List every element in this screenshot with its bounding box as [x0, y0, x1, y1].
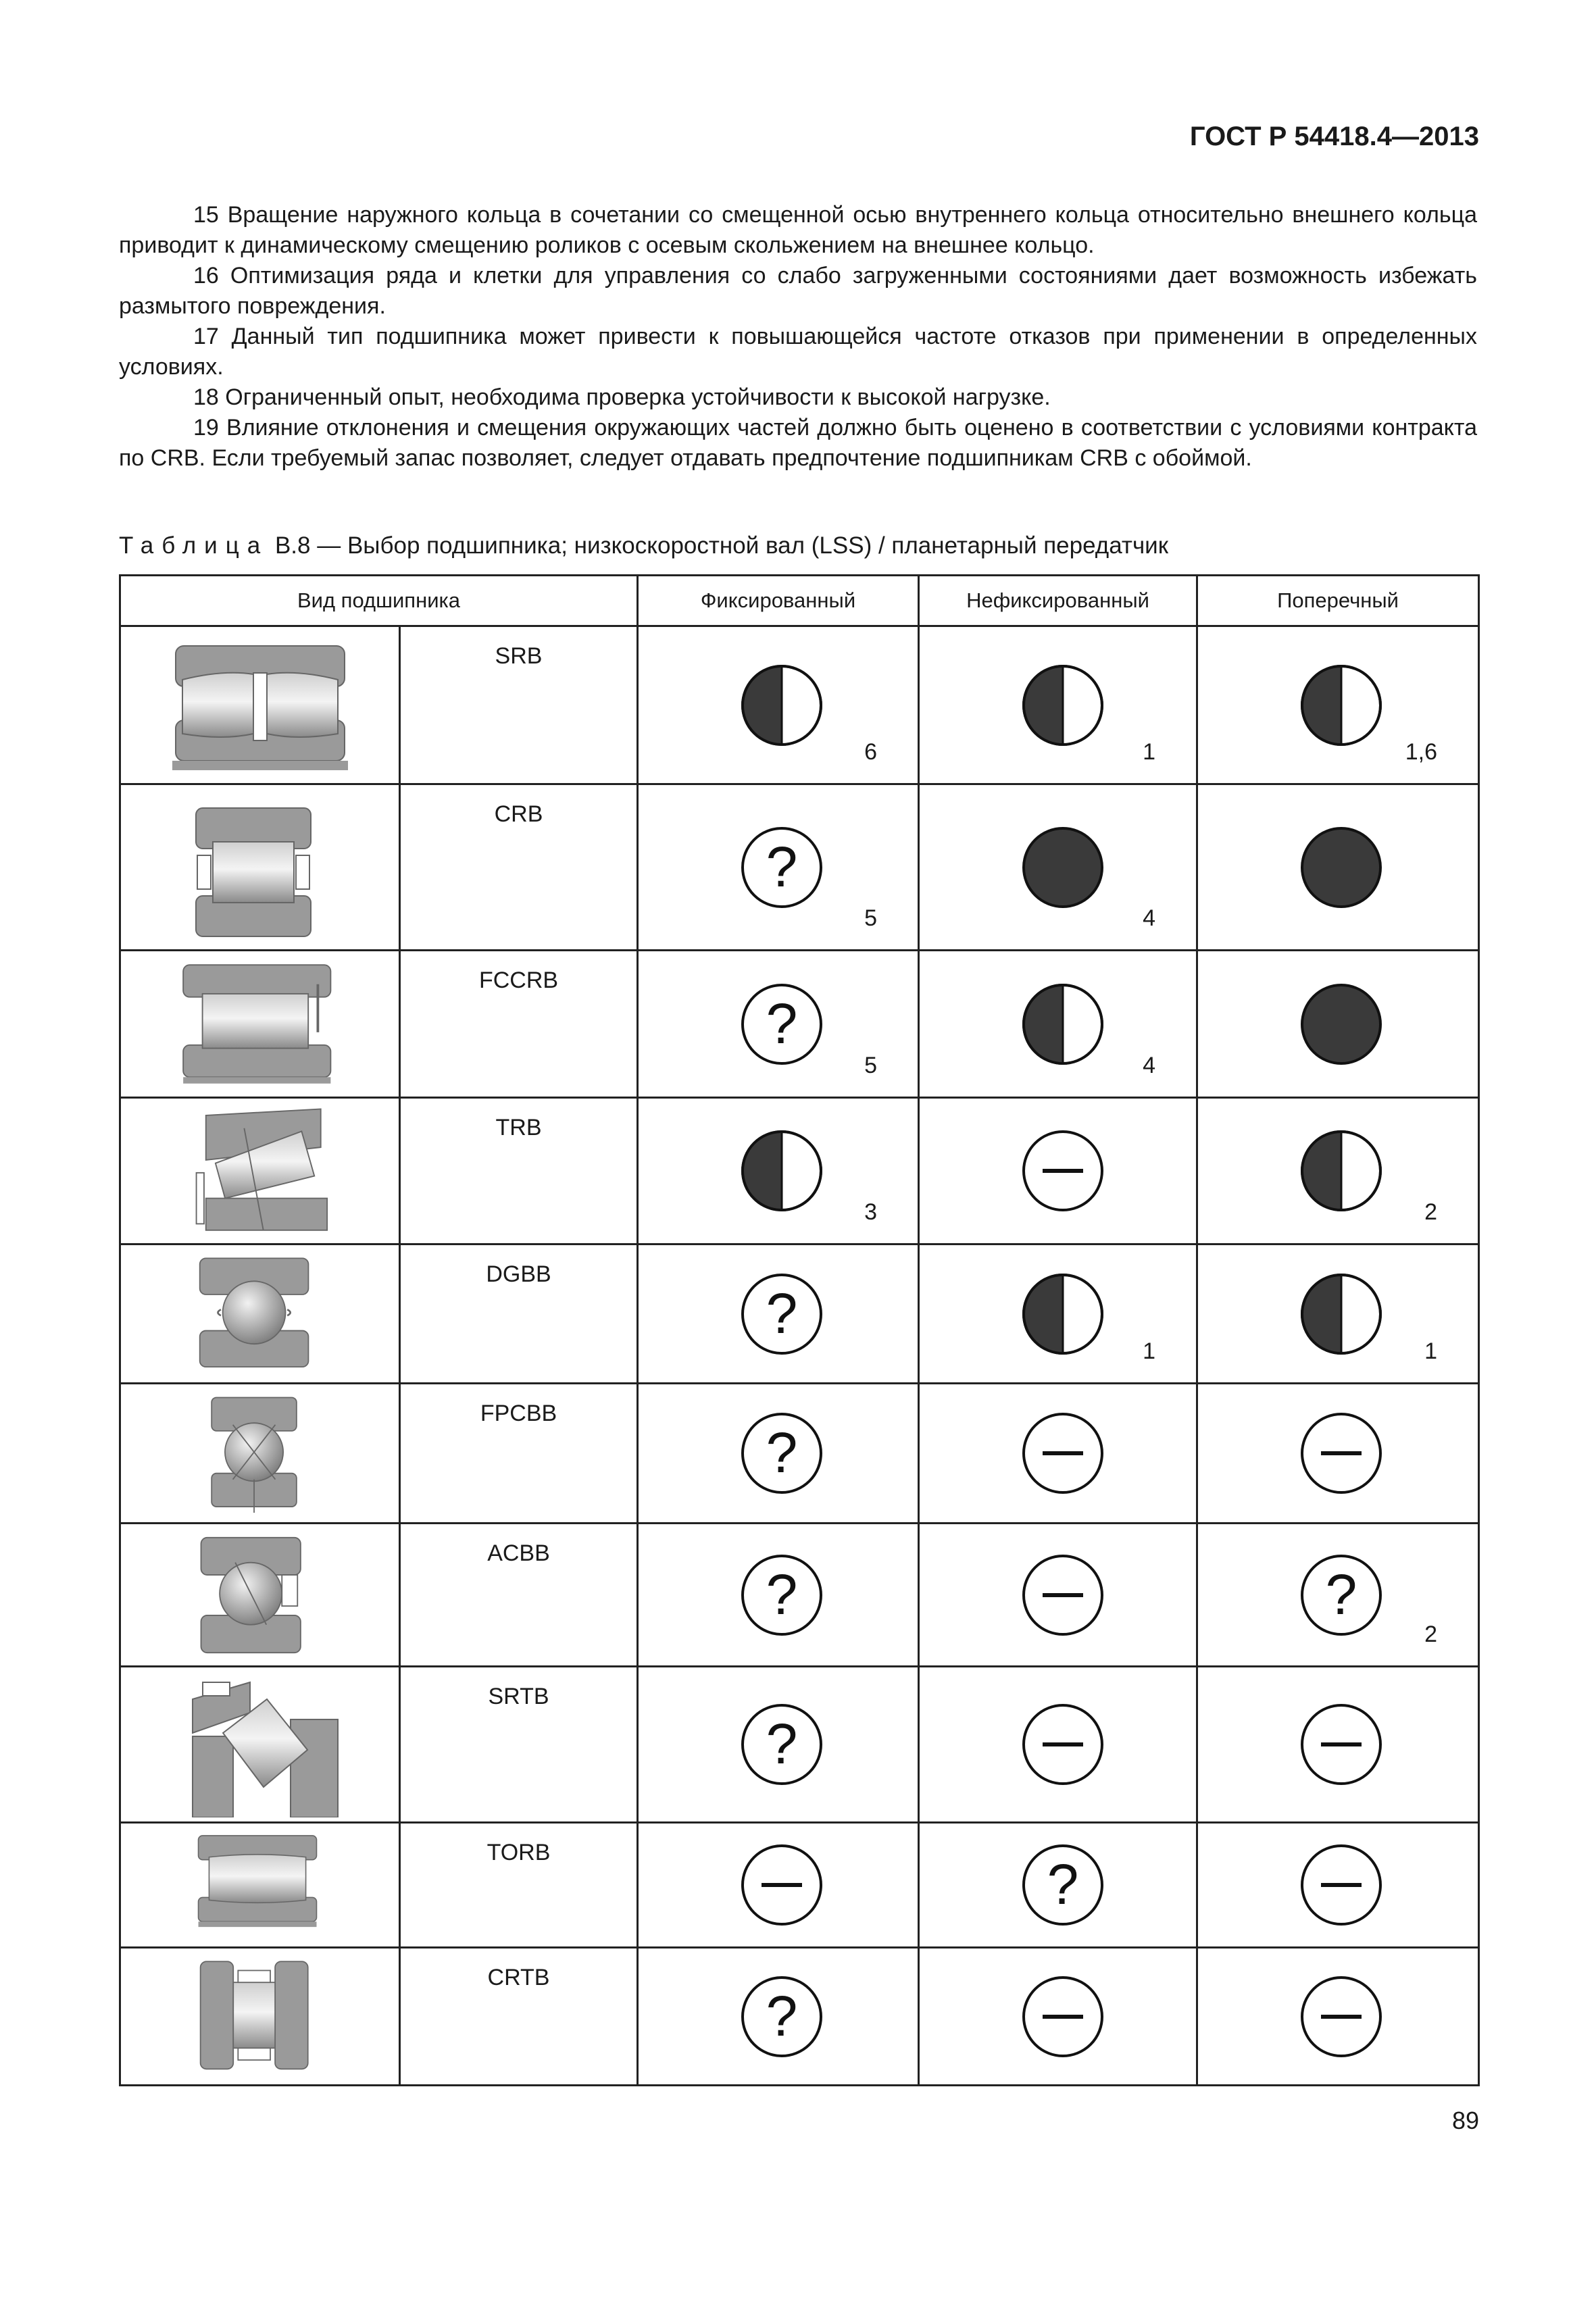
rating-cell-fixed	[638, 1823, 919, 1948]
rating-cell-transverse	[1197, 951, 1479, 1098]
bearing-image-cell	[120, 1244, 400, 1384]
table-caption	[119, 532, 1168, 559]
paragraph-18: 18 Ограниченный опыт, необходима проверка устойчивости к высокой нагрузке.	[193, 384, 1051, 410]
paragraph-17: 17 Данный тип подшипника может привести к повышающейся частоте отказов при применении в определенных условиях.	[119, 324, 1477, 380]
bearing-image-cell	[120, 1524, 400, 1667]
fccrb-bearing-icon	[162, 955, 358, 1093]
footnote-ref: 1	[1424, 1338, 1437, 1364]
footnote-ref: 4	[1143, 1053, 1155, 1078]
rating-cell-transverse	[1197, 1098, 1479, 1244]
bearing-image-cell	[120, 1823, 400, 1948]
svg-text:?: ?	[766, 1984, 798, 2048]
footnote-ref: 5	[864, 1053, 877, 1078]
bearing-type-name: TORB	[400, 1823, 638, 1948]
footnote-ref: 2	[1424, 1621, 1437, 1647]
srtb-bearing-icon	[162, 1672, 358, 1817]
rating-cell-transverse	[1197, 1524, 1479, 1667]
half-rating-icon	[740, 1129, 824, 1213]
rating-cell-floating	[919, 1098, 1197, 1244]
svg-text:?: ?	[1325, 1562, 1357, 1626]
bearing-type-name: CRB	[400, 784, 638, 951]
footnote-ref: 1	[1143, 1338, 1155, 1364]
bearing-type-name: TRB	[400, 1098, 638, 1244]
body-text	[119, 200, 1477, 474]
rating-cell-fixed	[638, 1244, 919, 1384]
table-row	[120, 951, 1479, 1098]
footnote-ref: 1	[1143, 739, 1155, 765]
table-row	[120, 1244, 1479, 1384]
rating-cell-floating	[919, 1524, 1197, 1667]
svg-text:?: ?	[766, 1712, 798, 1776]
full-rating-icon	[1299, 982, 1383, 1066]
page-number: 89	[1451, 2107, 1479, 2134]
bearing-image-cell	[120, 784, 400, 951]
half-rating-icon	[740, 663, 824, 747]
trb-bearing-icon	[162, 1103, 358, 1240]
rating-cell-fixed	[638, 784, 919, 951]
table-row	[120, 1667, 1479, 1823]
question-rating-icon	[740, 1553, 824, 1637]
svg-text:?: ?	[766, 834, 798, 899]
footnote-ref: 5	[864, 905, 877, 931]
rating-cell-fixed	[638, 1524, 919, 1667]
rating-cell-floating	[919, 1384, 1197, 1524]
rating-cell-fixed	[638, 1098, 919, 1244]
rating-cell-floating	[919, 1823, 1197, 1948]
rating-cell-floating	[919, 1244, 1197, 1384]
acbb-bearing-icon	[162, 1528, 358, 1662]
full-rating-icon	[1021, 826, 1105, 909]
table-header-row	[120, 576, 1479, 626]
bearing-selection-table	[119, 574, 1480, 2086]
minus-rating-icon	[1021, 1129, 1105, 1213]
dgbb-bearing-icon	[162, 1249, 358, 1379]
minus-rating-icon	[740, 1843, 824, 1927]
table-row	[120, 1524, 1479, 1667]
footnote-ref: 2	[1424, 1199, 1437, 1225]
rating-cell-transverse	[1197, 1667, 1479, 1823]
header-transverse: Поперечный	[1197, 576, 1479, 626]
bearing-type-name: DGBB	[400, 1244, 638, 1384]
rating-cell-fixed	[638, 951, 919, 1098]
svg-text:?: ?	[766, 991, 798, 1055]
question-rating-icon	[740, 826, 824, 909]
bearing-type-name: ACBB	[400, 1524, 638, 1667]
rating-cell-fixed	[638, 1384, 919, 1524]
fpcbb-bearing-icon	[162, 1388, 358, 1519]
svg-text:?: ?	[766, 1281, 798, 1345]
half-rating-icon	[1021, 982, 1105, 1066]
question-rating-icon	[1021, 1843, 1105, 1927]
rating-cell-transverse	[1197, 626, 1479, 784]
table-row	[120, 1948, 1479, 2086]
footnote-ref: 3	[864, 1199, 877, 1225]
rating-cell-fixed	[638, 626, 919, 784]
svg-text:?: ?	[766, 1562, 798, 1626]
bearing-image-cell	[120, 1098, 400, 1244]
crtb-bearing-icon	[162, 1953, 358, 2081]
question-rating-icon	[1299, 1553, 1383, 1637]
torb-bearing-icon	[162, 1828, 358, 1943]
table-row	[120, 784, 1479, 951]
minus-rating-icon	[1021, 1411, 1105, 1495]
bearing-image-cell	[120, 1667, 400, 1823]
question-rating-icon	[740, 1272, 824, 1356]
bearing-image-cell	[120, 626, 400, 784]
minus-rating-icon	[1021, 1553, 1105, 1637]
footnote-ref: 4	[1143, 905, 1155, 931]
minus-rating-icon	[1021, 1703, 1105, 1786]
paragraph-19: 19 Влияние отклонения и смещения окружающих частей должно быть оценено в соответствии с условиями контракта по CRB. Если требуемый запас позволяет, следует отдавать предпочтение подшипникам CRB с обоймой.	[119, 415, 1477, 471]
rating-cell-transverse	[1197, 1244, 1479, 1384]
rating-cell-fixed	[638, 1948, 919, 2086]
paragraph-15: 15 Вращение наружного кольца в сочетании со смещенной осью внутреннего кольца относительно внешнего кольца приводит к динамическому смещению роликов с осевым скольжением на внешнее кольцо.	[119, 202, 1477, 258]
bearing-image-cell	[120, 1948, 400, 2086]
rating-cell-floating	[919, 951, 1197, 1098]
bearing-image-cell	[120, 1384, 400, 1524]
bearing-type-name: SRTB	[400, 1667, 638, 1823]
half-rating-icon	[1299, 1129, 1383, 1213]
bearing-type-name: CRTB	[400, 1948, 638, 2086]
table-caption-label: Таблица	[119, 532, 269, 559]
half-rating-icon	[1299, 663, 1383, 747]
crb-bearing-icon	[162, 795, 358, 940]
header-bearing-type: Вид подшипника	[120, 576, 638, 626]
bearing-type-name: FCCRB	[400, 951, 638, 1098]
minus-rating-icon	[1299, 1975, 1383, 2059]
document-id: ГОСТ Р 54418.4—2013	[1189, 122, 1479, 151]
table-row	[120, 1098, 1479, 1244]
rating-cell-floating	[919, 1948, 1197, 2086]
header-floating: Нефиксированный	[919, 576, 1197, 626]
table-caption-text: В.8 — Выбор подшипника; низкоскоростной вал (LSS) / планетарный передатчик	[268, 532, 1169, 559]
srb-bearing-icon	[162, 632, 358, 778]
question-rating-icon	[740, 982, 824, 1066]
minus-rating-icon	[1299, 1843, 1383, 1927]
rating-cell-transverse	[1197, 1823, 1479, 1948]
minus-rating-icon	[1021, 1975, 1105, 2059]
rating-cell-floating	[919, 784, 1197, 951]
footnote-ref: 6	[864, 739, 877, 765]
paragraph-16: 16 Оптимизация ряда и клетки для управления со слабо загруженными состояниями дает возможность избежать размытого повреждения.	[119, 263, 1477, 319]
footnote-ref: 1,6	[1405, 739, 1437, 765]
svg-text:?: ?	[766, 1421, 798, 1484]
bearing-type-name: SRB	[400, 626, 638, 784]
half-rating-icon	[1299, 1272, 1383, 1356]
rating-cell-transverse	[1197, 784, 1479, 951]
half-rating-icon	[1021, 663, 1105, 747]
question-rating-icon	[740, 1975, 824, 2059]
full-rating-icon	[1299, 826, 1383, 909]
rating-cell-fixed	[638, 1667, 919, 1823]
rating-cell-transverse	[1197, 1948, 1479, 2086]
question-rating-icon	[740, 1703, 824, 1786]
bearing-image-cell	[120, 951, 400, 1098]
question-rating-icon	[740, 1411, 824, 1495]
rating-cell-transverse	[1197, 1384, 1479, 1524]
bearing-type-name: FPCBB	[400, 1384, 638, 1524]
table-row	[120, 1823, 1479, 1948]
rating-cell-floating	[919, 626, 1197, 784]
svg-text:?: ?	[1047, 1853, 1079, 1916]
header-fixed: Фиксированный	[638, 576, 919, 626]
minus-rating-icon	[1299, 1411, 1383, 1495]
minus-rating-icon	[1299, 1703, 1383, 1786]
rating-cell-floating	[919, 1667, 1197, 1823]
half-rating-icon	[1021, 1272, 1105, 1356]
table-row	[120, 1384, 1479, 1524]
table-row	[120, 626, 1479, 784]
